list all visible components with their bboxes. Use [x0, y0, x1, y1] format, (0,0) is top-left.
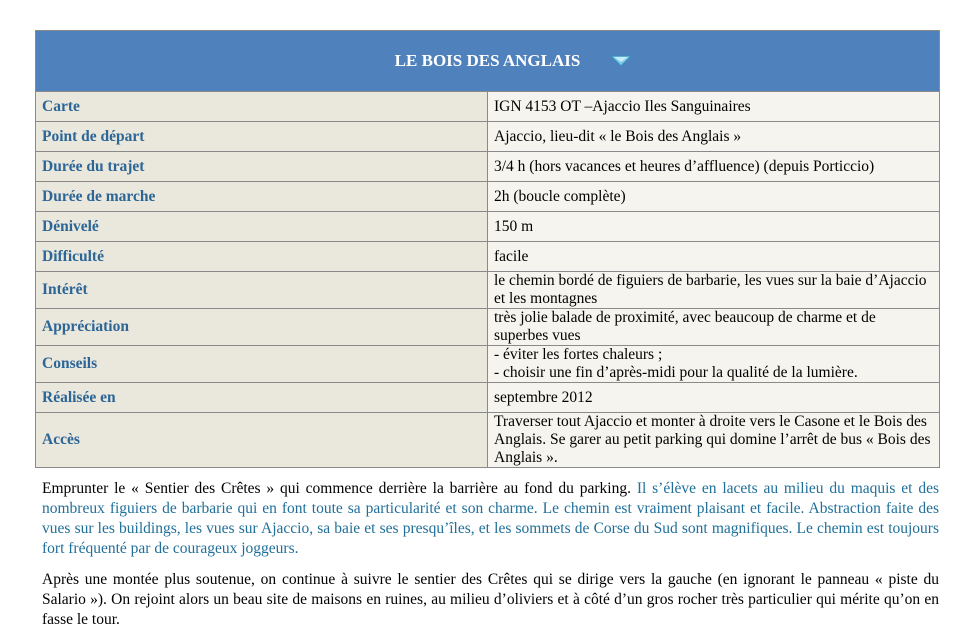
value-carte: IGN 4153 OT –Ajaccio Iles Sanguinaires — [488, 92, 940, 122]
label-point-depart: Point de départ — [36, 122, 488, 152]
row-carte — [36, 92, 940, 122]
page-title: LE BOIS DES ANGLAIS — [394, 51, 581, 70]
row-conseils — [36, 346, 940, 383]
paragraph-1 — [42, 479, 939, 559]
paragraph-1-intro: Emprunter le « Sentier des Crêtes » qui commence derrière la barrière au fond du parking. — [42, 480, 637, 497]
value-difficulte: facile — [488, 242, 940, 272]
paragraph-1-highlight: Il s’élève en lacets au milieu du maquis et des nombreux figuiers de barbarie qui en font toute sa particularité et son charme. Le chemin est vraiment plaisant et facile. Abstraction faite des vues sur les buildings, les vues sur Ajaccio, sa baie et ses presqu’îles, et les sommets de Corse du Sud sont magnifiques. Le chemin est toujours fort fréquenté par de courageux joggeurs. — [42, 480, 939, 557]
title-wrap — [395, 51, 581, 71]
label-denivele: Dénivelé — [36, 212, 488, 242]
label-duree-trajet: Durée du trajet — [36, 152, 488, 182]
row-appreciation — [36, 309, 940, 346]
label-realisee: Réalisée en — [36, 383, 488, 413]
value-realisee: septembre 2012 — [488, 383, 940, 413]
paragraph-2: Après une montée plus soutenue, on continue à suivre le sentier des Crêtes qui se dirige vers la gauche (en ignorant le panneau « piste du Salario »). On rejoint alors un beau site de maisons en ruines, au milieu d’oliviers et à côté d’un gros rocher très particulier qui mérite qu’on en fasse le tour. — [42, 571, 939, 628]
row-realisee — [36, 383, 940, 413]
row-interet — [36, 272, 940, 309]
label-conseils: Conseils — [36, 346, 488, 383]
row-point-depart — [36, 122, 940, 152]
value-point-depart: Ajaccio, lieu-dit « le Bois des Anglais » — [488, 122, 940, 152]
label-duree-marche: Durée de marche — [36, 182, 488, 212]
title-cell — [36, 31, 940, 92]
row-acces — [36, 413, 940, 468]
hike-info-table — [35, 30, 940, 468]
value-appreciation: très jolie balade de proximité, avec beaucoup de charme et de superbes vues — [488, 309, 940, 346]
value-denivele: 150 m — [488, 212, 940, 242]
value-conseils — [488, 346, 940, 383]
value-acces: Traverser tout Ajaccio et monter à droite vers le Casone et le Bois des Anglais. Se garer au petit parking qui domine l’arrêt de bus « Bois des Anglais ». — [488, 413, 940, 468]
value-interet: le chemin bordé de figuiers de barbarie, les vues sur la baie d’Ajaccio et les montagnes — [488, 272, 940, 309]
row-duree-marche — [36, 182, 940, 212]
value-duree-marche: 2h (boucle complète) — [488, 182, 940, 212]
row-difficulte — [36, 242, 940, 272]
value-duree-trajet: 3/4 h (hors vacances et heures d’affluence) (depuis Porticcio) — [488, 152, 940, 182]
title-row — [36, 31, 940, 92]
label-acces: Accès — [36, 413, 488, 468]
row-denivele — [36, 212, 940, 242]
hike-sheet — [35, 30, 940, 468]
row-duree-trajet — [36, 152, 940, 182]
description-text — [42, 479, 939, 641]
conseil-line: - choisir une fin d’après-midi pour la qualité de la lumière. — [494, 364, 858, 381]
label-appreciation: Appréciation — [36, 309, 488, 346]
label-difficulte: Difficulté — [36, 242, 488, 272]
conseil-line: - éviter les fortes chaleurs ; — [494, 346, 663, 363]
label-interet: Intérêt — [36, 272, 488, 309]
chevron-down-icon[interactable] — [610, 54, 632, 68]
label-carte: Carte — [36, 92, 488, 122]
